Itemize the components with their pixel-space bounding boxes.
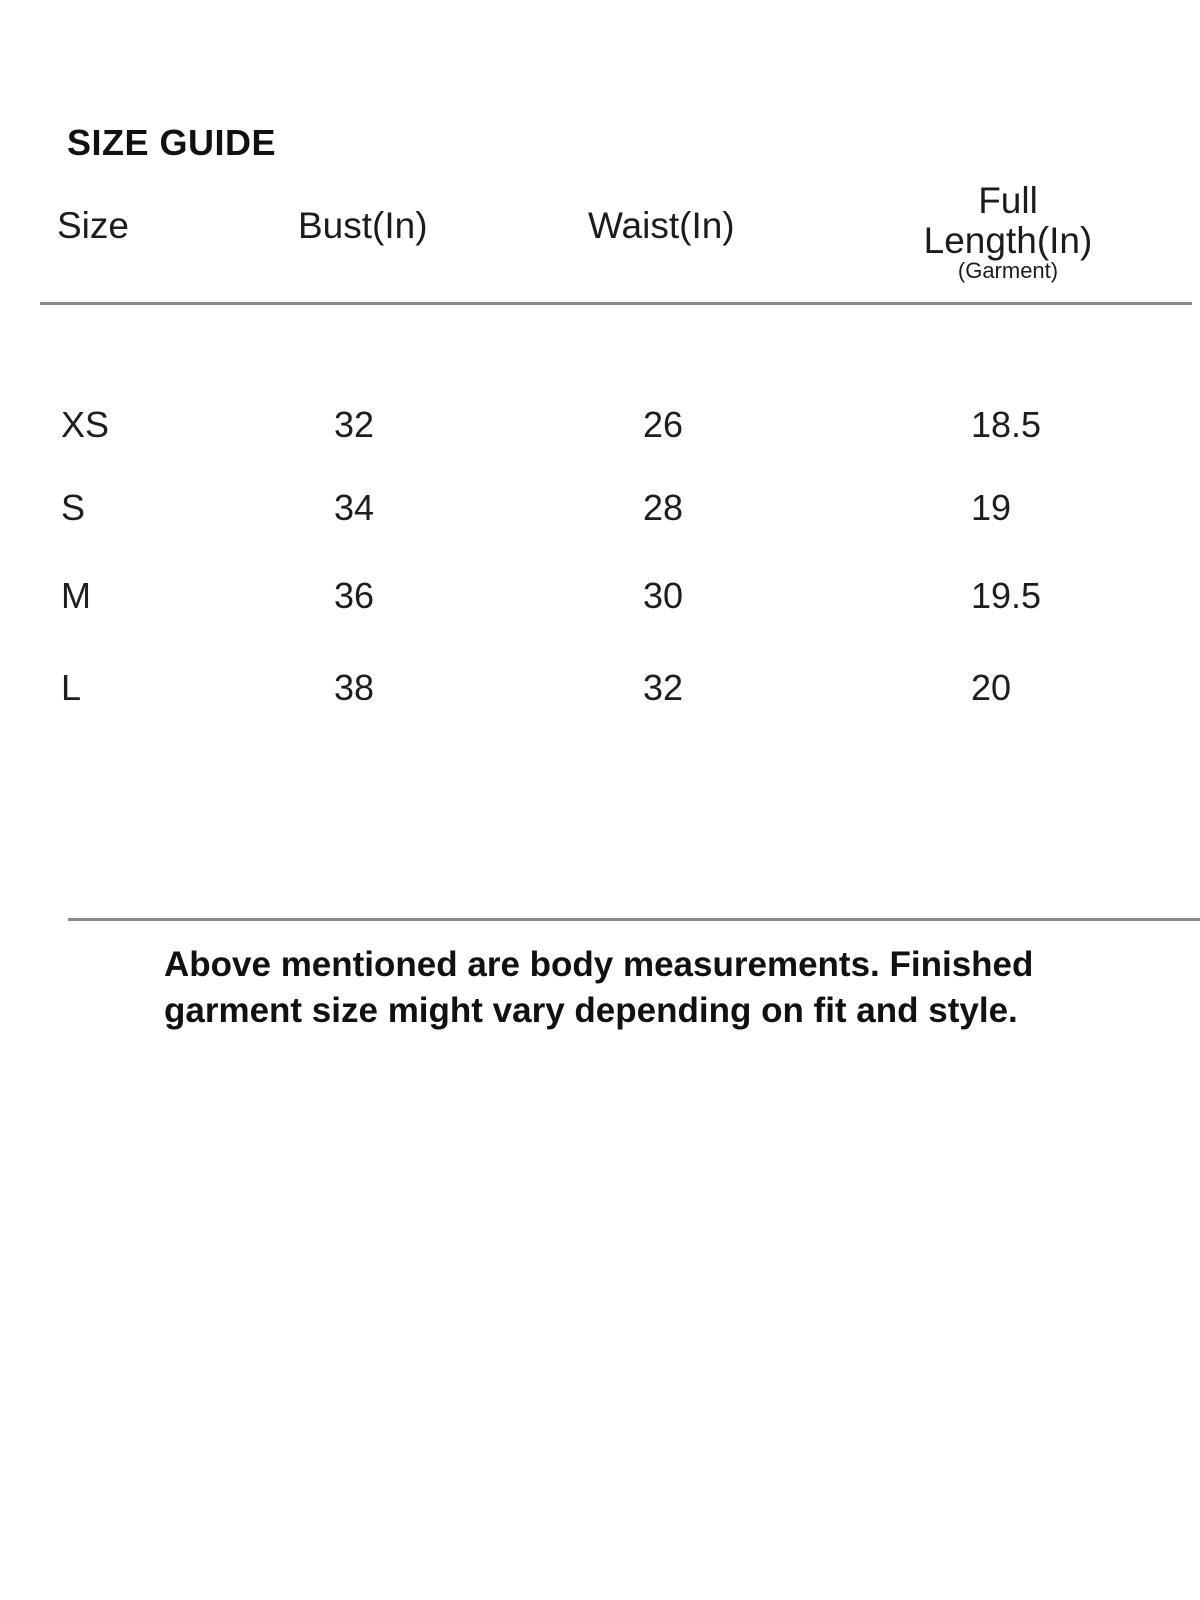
column-header-full-length-sub: (Garment) bbox=[957, 258, 1059, 283]
page-title: SIZE GUIDE bbox=[67, 122, 277, 163]
column-header-size: Size bbox=[57, 205, 129, 246]
cell-size: S bbox=[61, 487, 86, 528]
cell-waist: 28 bbox=[643, 487, 684, 528]
cell-bust: 32 bbox=[334, 404, 375, 445]
column-header-waist: Waist(In) bbox=[588, 205, 735, 246]
column-header-bust: Bust(In) bbox=[298, 205, 428, 246]
cell-full-length: 20 bbox=[971, 667, 1012, 708]
measurement-note-line1: Above mentioned are body measurements. Finished bbox=[164, 945, 1034, 984]
cell-size: L bbox=[61, 667, 82, 708]
cell-full-length: 19.5 bbox=[971, 575, 1042, 616]
measurement-note bbox=[164, 942, 1144, 1034]
column-header-full-length bbox=[908, 181, 1108, 283]
cell-waist: 30 bbox=[643, 575, 684, 616]
measurement-note-line2: garment size might vary depending on fit and style. bbox=[164, 991, 1018, 1030]
column-header-full-length-line1: Full bbox=[978, 180, 1038, 221]
cell-full-length: 19 bbox=[971, 487, 1012, 528]
cell-waist: 26 bbox=[643, 404, 684, 445]
cell-bust: 36 bbox=[334, 575, 375, 616]
cell-bust: 34 bbox=[334, 487, 375, 528]
cell-size: M bbox=[61, 575, 91, 616]
cell-full-length: 18.5 bbox=[971, 404, 1042, 445]
footer-divider bbox=[68, 918, 1200, 921]
cell-bust: 38 bbox=[334, 667, 375, 708]
cell-size: XS bbox=[61, 404, 110, 445]
column-header-full-length-line2: Length(In) bbox=[923, 220, 1093, 261]
cell-waist: 32 bbox=[643, 667, 684, 708]
header-divider bbox=[40, 302, 1192, 305]
